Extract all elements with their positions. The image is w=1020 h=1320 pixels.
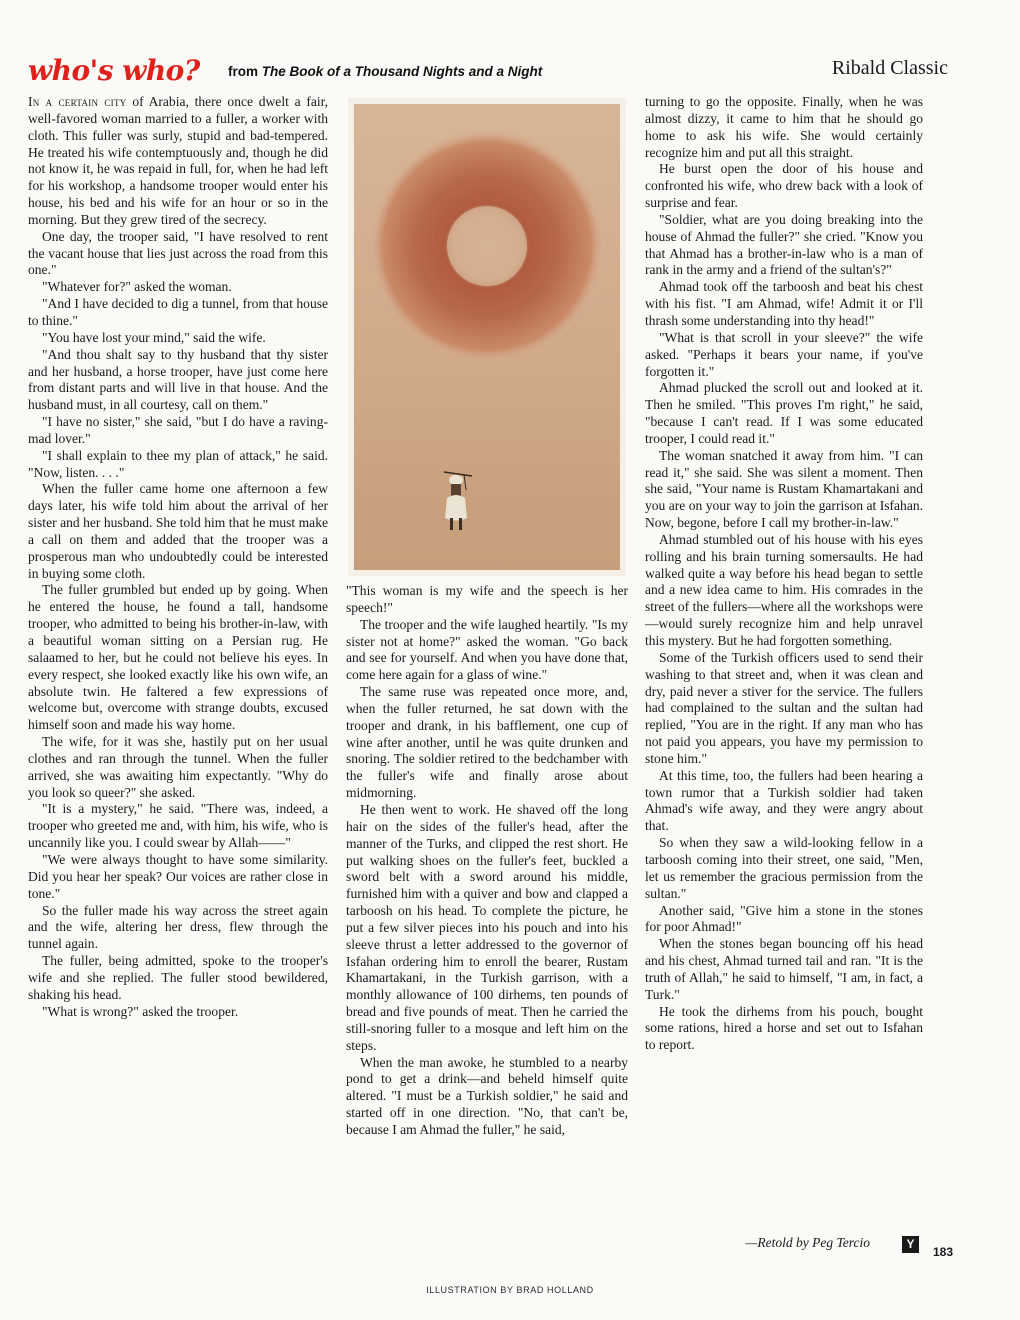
- paragraph: When the man awoke, he stumbled to a nearby pond to get a drink—and beheld himself quite altered. "I must be a Turkish soldier," he said and started off in one direction. "No, that can't be, because I am Ahmad the fuller," he said,: [346, 1054, 628, 1137]
- end-mark-icon: Y: [902, 1236, 919, 1253]
- paragraph: The trooper and the wife laughed heartily. "Is my sister not at home?" asked the woman. "Go back and see for yourself. And when you have done that, come here again for a glass of wine.": [346, 616, 628, 683]
- article-column-2: [346, 583, 628, 1139]
- paragraph: Ahmad plucked the scroll out and looked at it. Then he smiled. "This proves I'm right," he said, "because I can't read. If I was some educated trooper, I could read it.": [645, 380, 923, 446]
- paragraph: The woman snatched it away from him. "I can read it," she said. She was silent a moment. Then she said, "Your name is Rustam Khamartakani and you are on your way to join the garrison at Isfahan. Now, begone, before I call my brother-in-law.": [645, 447, 923, 531]
- paragraph: So when they saw a wild-looking fellow in a tarboosh coming into their street, one said, "Men, let us remember the gracious permission from the sultan.": [645, 835, 923, 901]
- paragraph: When the stones began bouncing off his head and his chest, Ahmad turned tail and ran. "It is the truth of Allah," he said to himself, "I am, in fact, a Turk.": [645, 936, 923, 1002]
- paragraph-text: of Arabia, there once dwelt a fair, well-favored woman married to a fuller, a worker with cloth. This fuller was surly, stupid and bad-tempered. He treated his wife contemptuously and, though he did not know it, he was repaid in full, for, when he had left for his workshop, a handsome trooper would enter his house, his bed and his wife for an hour or so in the morning. But they grew tired of the secrecy.: [28, 94, 328, 227]
- article-column-3: [645, 94, 923, 1054]
- paragraph: So the fuller made his way across the street again and the wife, altering her dress, flew through the tunnel again.: [28, 902, 328, 952]
- paragraph: Ahmad took off the tarboosh and beat his chest with his fist. "I am Ahmad, wife! Admit it or I'll thrash some understanding into thy head!": [645, 279, 923, 328]
- article-column-1: [28, 94, 328, 1020]
- lead-in: In a certain city: [28, 94, 127, 109]
- ground: [354, 528, 620, 570]
- page-number: 183: [933, 1245, 954, 1259]
- paragraph: One day, the trooper said, "I have resolved to rent the vacant house that lies just across the road from this one.": [28, 228, 328, 278]
- feature-source: [228, 64, 542, 79]
- author-credit: —Retold by Peg Tercio: [745, 1235, 870, 1250]
- paragraph: turning to go the opposite. Finally, when he was almost dizzy, it came to him that he should go home to ask his wife. She would certainly recognize him and put all this straight.: [645, 94, 923, 160]
- section-title: Ribald Classic: [831, 57, 948, 79]
- paragraph: "We were always thought to have some similarity. Did you hear her speak? Our voices are rather close in tone.": [28, 851, 328, 901]
- paragraph: [28, 94, 328, 229]
- paragraph: The wife, for it was she, hastily put on her usual clothes and ran through the tunnel. When the fuller arrived, she was awaiting him expectantly. "Why do you look so queer?" she asked.: [28, 734, 328, 800]
- paragraph: The fuller grumbled but ended up by going. When he entered the house, he found a tall, handsome trooper, who admitted to being his brother-in-law, with a beautiful woman sitting on a Persian rug. He salaamed to her, but he could not believe his eyes. In every respect, she looked exactly like his own wife, an absolute twin. He faltered a few expressions of welcome but, overcome with strange doubts, excused himself soon and made his way home.: [28, 582, 328, 733]
- paragraph: When the fuller came home one afternoon a few days later, his wife told him about the arrival of her sister and her husband. She told him that he must make a call on them and added that the trooper was a prosperous man who undoubtedly could be interested in buying some cloth.: [28, 481, 328, 581]
- source-prefix: from: [228, 64, 262, 79]
- paragraph: "Soldier, what are you doing breaking into the house of Ahmad the fuller?" she cried. "Know you that Ahmad has a brother-in-law who is a man of rank in the army and a friend of the sultan's?": [645, 211, 923, 278]
- paragraph: "It is a mystery," he said. "There was, indeed, a trooper who greeted me and, with him, his wife, who is uncannily like you. I could swear by Allah——": [28, 801, 328, 851]
- paragraph: "I shall explain to thee my plan of attack," he said. "Now, listen. . . .": [28, 447, 328, 480]
- sun-center: [447, 206, 527, 286]
- paragraph: "And I have decided to dig a tunnel, from that house to thine.": [28, 296, 328, 328]
- paragraph: He burst open the door of his house and confronted his wife, who drew back with a look of surprise and fear.: [645, 161, 923, 211]
- paragraph: He then went to work. He shaved off the long hair on the sides of the fuller's head, after the manner of the Turks, and clipped the rest short. He put walking shoes on the fuller's feet, buckled a sword belt with a sword around his middle, furnished him with a quiver and bow and clapped a tarboosh on his head. To complete the picture, he put a few silver pieces into his pouch and into his sleeve thrust a letter addressed to the governor of Isfahan ordering him to enroll the bearer, Rustam Khamartakani, in the Turkish garrison, with a monthly allowance of 100 dirhems, ten pounds of bread and five pounds of meat. Then he carried the still-snoring fuller to a mosque and left him on the steps.: [346, 801, 628, 1053]
- paragraph: The same ruse was repeated once more, and, when the fuller returned, he sat down with the trooper and drank, in his bafflement, one cup of wine after another, until he was quite drunken and snoring. The soldier retired to the bedchamber with the fuller's wife and finally arose about midmorning.: [346, 684, 628, 801]
- paragraph: "I have no sister," she said, "but I do have a raving-mad lover.": [28, 414, 328, 446]
- paragraph: Ahmad stumbled out of his house with his eyes rolling and his brain turning somersaults. He had walked quite a way before his head began to settle and a new idea came to him. His comrades in the street of the fullers—where all the workshops were—would surely recognize him and help unravel this mystery. But he had forgotten something.: [645, 531, 923, 648]
- paragraph: Another said, "Give him a stone in the stones for poor Ahmad!": [645, 902, 923, 935]
- paragraph: "What is that scroll in your sleeve?" the wife asked. "Perhaps it bears your name, if you've forgotten it.": [645, 329, 923, 379]
- paragraph: The fuller, being admitted, spoke to the trooper's wife and she replied. The fuller stood bewildered, shaking his head.: [28, 953, 328, 1002]
- paragraph: "And thou shalt say to thy husband that thy sister and her husband, a horse trooper, have just come here from distant parts and will live in that house. And the husband must, in all courtesy, call on them.": [28, 346, 328, 413]
- feature-logo: who's who?: [28, 54, 200, 87]
- book-title: The Book of a Thousand Nights and a Night: [261, 64, 543, 79]
- paragraph: At this time, too, the fullers had been hearing a town rumor that a Turkish soldier had taken Ahmad's wife away, and they were angry about that.: [645, 767, 923, 834]
- illustration-art: [348, 98, 626, 576]
- paragraph: Some of the Turkish officers used to send their washing to that street and, when it was clean and dry, paid never a stiver for the service. The fullers had complained to the sultan and the sultan had replied, "You are in the right. If any man who has not paid you appears, you have my permission to stone him.": [645, 649, 923, 766]
- paragraph: "Whatever for?" asked the woman.: [42, 279, 232, 295]
- paragraph: "This woman is my wife and the speech is her speech!": [346, 583, 628, 615]
- paragraph: He took the dirhems from his pouch, bought some rations, hired a horse and set out to Isfahan to report.: [645, 1003, 923, 1053]
- story-illustration: [348, 98, 626, 576]
- illustration-credit: ILLUSTRATION BY BRAD HOLLAND: [426, 1285, 594, 1295]
- paragraph: "What is wrong?" asked the trooper.: [42, 1003, 239, 1019]
- page-header: [28, 52, 998, 86]
- paragraph: "You have lost your mind," said the wife.: [42, 329, 266, 345]
